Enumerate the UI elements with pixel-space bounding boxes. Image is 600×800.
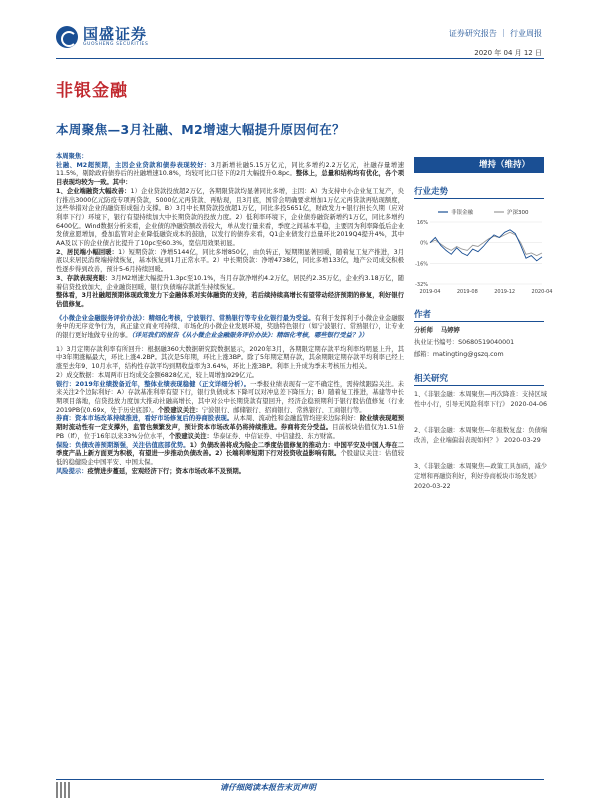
y-tick-label: -32% <box>415 282 428 288</box>
analyst-email[interactable]: 邮箱：matingting@gszq.com <box>414 351 504 358</box>
page-title: 非银金融 <box>56 81 128 101</box>
related-item[interactable]: 3、《非银金融：本周聚焦—政策工具加码，减少定增和再融资利好，利好券商板块市场发展》 2020-03-22 <box>414 463 548 490</box>
rating-badge: 增持（维持） <box>414 157 544 173</box>
legend-label: 非银金融 <box>451 210 474 216</box>
x-tick-label: 2020-04 <box>531 289 553 295</box>
focus-label: 本周聚焦： <box>56 153 88 160</box>
paragraph-turnover: 2）成交数据：本周两市日均成交金额6828亿元，较上周增加929亿元。 <box>56 371 259 379</box>
footer-disclaimer: 请仔细阅读本报告末页声明 <box>220 783 316 792</box>
section-3: 3、存款表现亮眼：3月M2增速大幅提升1.3pc至10.1%，当月存款净增约4.2万亿，居民约2.35万亿，企业约3.18万亿，随着信贷投放加大，企业融资回暖，银行负债端存款派生持续恢复。 <box>56 274 404 291</box>
y-tick-label: -16% <box>415 261 428 268</box>
paragraph-insurance: 保险：负债改善预期渐强，关注估值底部优势。1）负债改善将成为险企二季度估值修复的推动力：中国平安及中国人寿在二季度产品上新方面更为积极，有望进一步推动负债改善。2）长端利率短期下行对投资收益影响有限。个股建议关注：估值较低的稳健险企中国平安、中国太保。 <box>56 441 405 466</box>
x-tick-label: 2019-08 <box>456 289 478 295</box>
trend-divider <box>414 198 544 199</box>
paragraph-banks: 银行：2019年业绩拨备近年，整体业绩表现稳健（正文详细分析）。一季报业绩表现有一定不确定性，需持续跟踪关注。未来关注2个边际利好：A）存款基准利率有望下行，银行负债成本下降可以对冲息差下降压力；B）随着复工推进，基建等中长期项目落地，信贷投放力度加大推动社融高增长，其中对公中长期贷款有望回升，经济企稳预期利于银行股估值修复（行业2019PB仅0.69x，处于历史底部）。个股建议关注：宁波银行、邮储银行、招商银行、常熟银行、工商银行等。 <box>56 380 404 414</box>
paragraph-deposit-rate: 1）3月定期存款利率有所回升：根据融360大数据研究院数据显示，2020年3月，各期限定期存款平均利率均明显上升，其中3年期涨幅最大，环比上涨4.2BP。其次是5年期，环比上涨3BP。除了5年期定期存款，其余期限定期存款平均利率已经上涨至去年9、10月水平，结构性存款平均到期收益率为3.64%，环比上涨3BP。利率上升成为季末考核压力相关。 <box>56 345 404 371</box>
legend-label: 沪深300 <box>507 210 529 216</box>
cert-number: 执业证书编号：S0680519040001 <box>414 339 515 346</box>
x-tick-label: 2019-04 <box>419 289 441 295</box>
section-2: 2、居民端小幅回暖：1）短期贷款：净增5144亿，同比多增850亿，由负转正，短期期显著回暖，随着复工复产推进，3月底以来居民消费端持续恢复，基本恢复到1月正常水平。2）中长期贷款：净增4738亿，同比多增133亿，地产公司成交积极性逐步得到改善，预计5-6月持续回暖。 <box>56 248 404 274</box>
y-tick-label: 0% <box>420 240 428 247</box>
author-divider <box>414 321 544 322</box>
trend-title: 行业走势 <box>414 187 449 197</box>
report-date: 2020 年 04 月 12 日 <box>474 49 542 57</box>
trend-chart <box>408 204 553 300</box>
related-divider <box>414 385 544 386</box>
report-subtitle: 本周聚焦—3月社融、M2增速大幅提升原因何在？ <box>56 122 346 137</box>
series-line-nonbank <box>430 230 542 261</box>
analyst: 分析师 马婷婷 <box>414 327 460 334</box>
guosheng-logo-icon <box>56 26 78 48</box>
paragraph-brokers: 券商：资本市场改革持续推进，看好市场修复后的券商股表现。从本周、流动性和金融监管均迎来边际利好：除业绩表现超预期时流动性有一定支撑外，监管也频繁发声，预计资本市场改革仍将持续推进。券商将充分受益。目前板块估值仅为1.51倍PB（lf），位于16年以来33%分位水平，个股建议关注：华泰证券、中信证券、中信建投、东方财富。 <box>56 415 405 440</box>
related-item[interactable]: 1、《非银金融：本周聚焦—再次降准：支持区域性中小行，引导无风险利率下行》 2020-04-06 <box>414 391 548 408</box>
y-tick-label: 16% <box>416 220 428 226</box>
risk-warning: 风险提示：疫情进步蔓延，宏观经济下行；资本市场改革不及预期。 <box>56 467 245 475</box>
x-tick-label: 2019-12 <box>494 289 516 295</box>
qr-code-icon <box>56 782 72 798</box>
header-divider <box>56 58 544 59</box>
report-type: 证券研究报告 ｜ 行业周报 <box>448 29 542 38</box>
logo-en: GUOSHENG SECURITIES <box>83 42 149 47</box>
footer-divider <box>56 779 544 780</box>
author-title: 作者 <box>414 310 432 320</box>
paragraph-smallbiz: 《小微企业金融服务评价办法》：精细化考核，宁波银行、常熟银行等专业化银行最为受益。有利于发挥利于小微企业金融服务中的无序竞争行为，真正建立商业可持续、市场化的小微企业发展环境，奖励特色银行（如宁波银行、常熟银行），让专业的银行更好地做专业的事。（详见我们的报告《从小微企业金融服务评价办法》：精细化考核，哪些银行受益？》） <box>56 314 405 340</box>
logo <box>56 26 148 48</box>
logo-cn: 国盛证券 <box>83 25 148 43</box>
related-title: 相关研究 <box>414 374 449 384</box>
related-item[interactable]: 2、《非银金融：本周聚焦—年报数复盘：负债端改善，企业端偏弱表现如何？》 2020-03-29 <box>414 427 548 444</box>
paragraph-1: 社融、M2超预期，主因企业贷款和债券表现较好：3月新增社融5.15万亿元，同比多增约2.2万亿元，社融存量增速11.5%，剔除政府债券后的社融增速10.8%，均较可比口径下的2月大幅提升0.8pc。整体上，总量和结构均有优化，各个项目表现均较为一致。其中： <box>56 161 404 187</box>
main-body <box>56 150 404 778</box>
section-1: 1、企业端融资大幅改善：1）企业贷款投放超2万亿，各期限贷款均显著同比多增，主因：A）为支持中小企业复工复产，央行推出3000亿元防疫专项再贷款，5000亿元再贷款、再贴现，且3月底，国常会明确要求增加1万亿元再贷款再贴现额度，这些举措对企业的融资形成强力支撑。B）3月中长期贷款投放超1万亿，同比多投5651亿，财政发力+银行担长久期（应对利率下行）环境下，银行有望持续加大中长期贷款的投放力度。2）低利率环境下，企业债券融资新增约1万亿，同比多增约6400亿。Wind数据分析来看，企业债的净融资额改善较大，单从发行量来看，季度之间基本平稳，主要因为利率降低后企业发债意愿增加，叠加监管对企业降低融资成本的鼓励，以发行的债券来看，Q1企业债发行总量环比2019Q4提升4%，其中AA及以下的企业债占比提升了10pc至60.3%，宽信用效果初显。 <box>56 187 404 248</box>
section-3-summary: 整体看，3月社融超预期体现政策发力下金融体系对实体融资的支持，若后续持续高增长有望带动经济预期的修复，利好银行估值修复。 <box>56 292 404 308</box>
